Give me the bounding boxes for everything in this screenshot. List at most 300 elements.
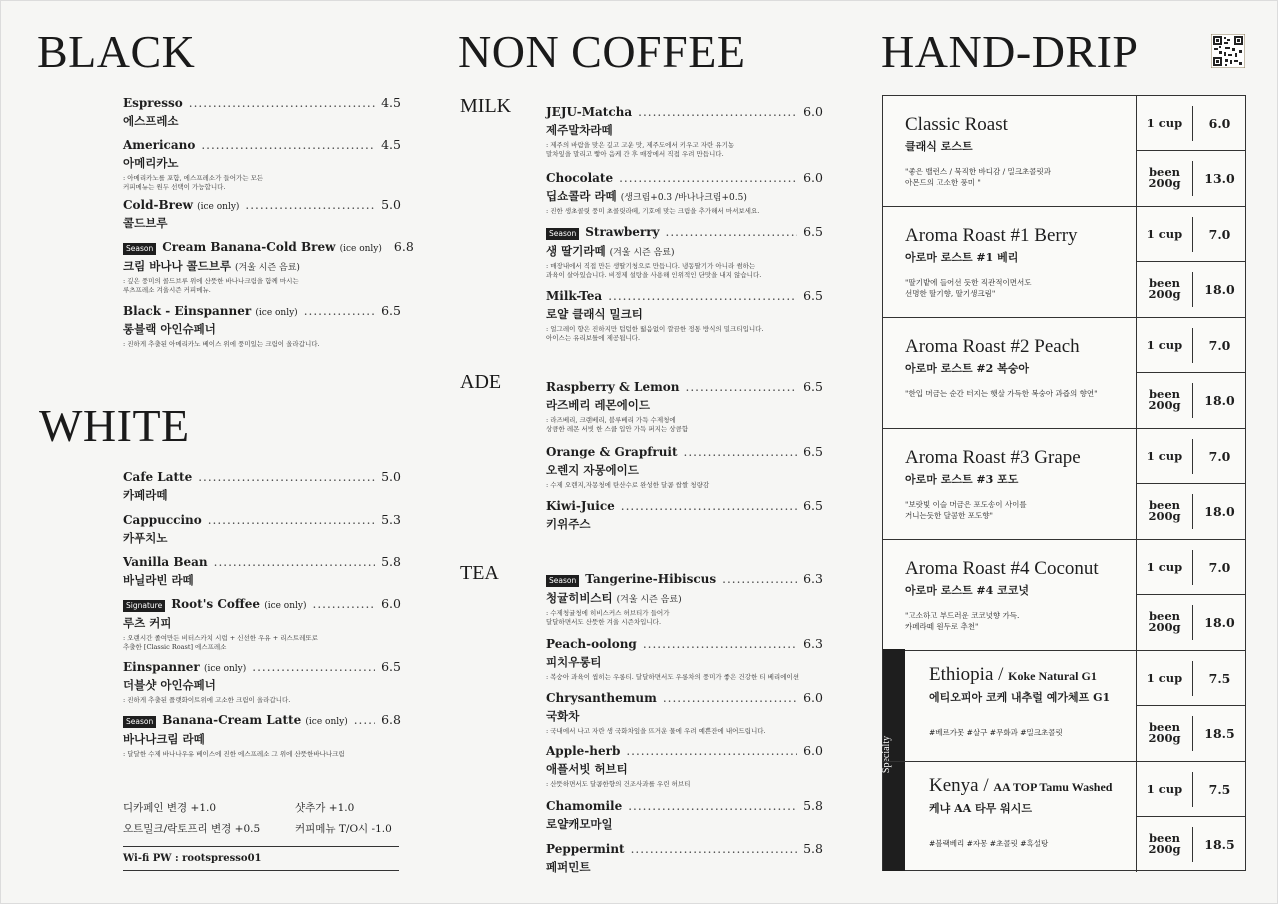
label-line: been bbox=[1148, 387, 1181, 401]
menu-item-cream-banana-cold-brew bbox=[123, 239, 414, 295]
item-korean-name bbox=[546, 188, 823, 204]
item-price: 6.5 bbox=[381, 659, 401, 674]
desc-line: : 산뜻하면서도 달콤한향의 건조사과를 우린 허브티 bbox=[546, 780, 691, 788]
item-korean-name: 루츠 커피 bbox=[123, 616, 172, 630]
item-name: Americano bbox=[123, 138, 196, 152]
coffee-variety: AA TOP Tamu Washed bbox=[993, 780, 1113, 794]
note-line: 카페라떼 원두로 추천" bbox=[905, 622, 979, 631]
coffee-korean-name: 아로마 로스트 #4 코코넛 bbox=[905, 584, 1029, 597]
item-description bbox=[546, 780, 823, 789]
note-line: 아몬드의 고소한 풍미 " bbox=[905, 178, 981, 187]
label-line: 200g bbox=[1148, 842, 1181, 856]
desc-line: : 진한 생초콜릿 풍미 초콜릿라떼, 기호에 맞는 크림을 추가해서 마셔보세요. bbox=[546, 207, 760, 215]
note-line: #블랙베리 #자몽 #초콜릿 #흑설탕 bbox=[929, 839, 1049, 848]
hand-drip-table bbox=[882, 95, 1246, 871]
option-beans bbox=[1137, 484, 1246, 539]
option-cup bbox=[1137, 318, 1246, 373]
item-name: Vanilla Bean bbox=[123, 555, 208, 569]
leader-dots bbox=[201, 138, 375, 152]
signature-badge: Signature bbox=[123, 600, 165, 612]
price-options bbox=[1136, 318, 1245, 428]
coffee-korean-name: 에티오피아 코케 내추럴 예가체프 G1 bbox=[929, 691, 1111, 704]
menu-item-raspberry-lemon bbox=[546, 379, 823, 434]
option-price: 7.0 bbox=[1208, 338, 1231, 353]
item-price: 5.0 bbox=[381, 469, 401, 484]
menu-item-chamomile bbox=[546, 798, 823, 832]
subcat-milk: MILK bbox=[460, 95, 512, 117]
menu-item-kiwi-juice bbox=[546, 498, 823, 532]
item-name: Espresso bbox=[123, 96, 183, 110]
note-line: #베르가못 #살구 #무화과 #밀크초콜릿 bbox=[929, 728, 1063, 737]
desc-line: : 달달한 수제 바나나우유 베이스에 진한 에스프레소 그 위에 산뜻한바나나크림 bbox=[123, 750, 345, 758]
note-line: "한입 머금는 순간 터지는 햇살 가득한 복숭아 과즙의 향연" bbox=[905, 389, 1098, 398]
option-price: 7.5 bbox=[1208, 782, 1231, 797]
coffee-korean-name: 클래식 로스트 bbox=[905, 140, 973, 153]
korean-note: (겨울 시즌 음료) bbox=[609, 248, 675, 258]
leader-dots bbox=[666, 225, 798, 239]
option-label: 1 cup bbox=[1146, 116, 1183, 130]
item-description bbox=[123, 174, 401, 192]
item-price: 5.3 bbox=[381, 512, 401, 527]
option-cup bbox=[1137, 207, 1246, 262]
note-line: "좋은 밸런스 / 묵직한 바디감 / 밀크초콜릿과 bbox=[905, 167, 1051, 176]
item-name bbox=[123, 198, 239, 212]
menu-item-espresso bbox=[123, 95, 401, 129]
item-korean-name: 아메리카노 bbox=[123, 156, 179, 170]
item-korean-name bbox=[123, 258, 401, 274]
option-price: 13.0 bbox=[1204, 171, 1235, 186]
item-name: Chocolate bbox=[546, 171, 614, 185]
label-line: 200g bbox=[1148, 287, 1181, 301]
option-label: 1 cup bbox=[1146, 671, 1183, 685]
option-label bbox=[1137, 389, 1192, 411]
option-price: 7.5 bbox=[1208, 671, 1231, 686]
coffee-note bbox=[929, 727, 1063, 738]
item-option: (ice only) bbox=[305, 717, 348, 727]
option-beans bbox=[1137, 706, 1246, 761]
label-line: 200g bbox=[1148, 620, 1181, 634]
item-name-text: Tangerine-Hibiscus bbox=[585, 572, 717, 586]
wifi-password: Wi-fi PW : rootspresso01 bbox=[123, 853, 262, 864]
coffee-note bbox=[905, 610, 1019, 632]
korean-note: (생크림+0.3 /바나나크림+0.5) bbox=[620, 193, 747, 203]
price-options bbox=[1136, 429, 1245, 539]
leader-dots bbox=[198, 470, 375, 484]
option-cup bbox=[1137, 429, 1246, 484]
desc-line: : 제주의 바람을 맞은 깊고 고운 맛, 제주도에서 키우고 자란 유기농 bbox=[546, 141, 735, 149]
hand-drip-ethiopia bbox=[883, 651, 1245, 762]
price-options bbox=[1136, 762, 1245, 872]
item-korean-name: 에스프레소 bbox=[123, 114, 179, 128]
menu-item-peach-oolong bbox=[546, 636, 823, 682]
item-name bbox=[123, 597, 307, 612]
leader-dots bbox=[608, 289, 797, 303]
item-korean-name: 카페라떼 bbox=[123, 488, 168, 502]
desc-line: : 얼그레이 향은 진하지만 텁텁한 떫음없이 깔끔한 정통 방식의 밀크티입니다. bbox=[546, 325, 764, 333]
leader-dots bbox=[684, 445, 798, 459]
desc-line: : 아메리카노를 포함, 에스프레소가 들어가는 모든 bbox=[123, 174, 264, 182]
item-description bbox=[546, 727, 823, 736]
label-line: been bbox=[1148, 165, 1181, 179]
item-name: Cappuccino bbox=[123, 513, 202, 527]
heading-white: WHITE bbox=[39, 400, 190, 451]
item-description bbox=[123, 696, 401, 705]
note-line: 선명한 딸기향, 딸기생크림" bbox=[905, 289, 996, 298]
item-korean-name: 롱블랙 아인슈페너 bbox=[123, 322, 216, 336]
desc-line: : 진하게 추출된 아메리카노 베이스 위에 풍미있는 크림이 올라갑니다. bbox=[123, 340, 320, 348]
item-price: 4.5 bbox=[381, 137, 401, 152]
option-label bbox=[1137, 278, 1192, 300]
menu-item-black-einspanner bbox=[123, 303, 401, 349]
item-price: 6.0 bbox=[803, 690, 823, 705]
item-description bbox=[123, 634, 401, 652]
item-name: JEJU-Matcha bbox=[546, 105, 633, 119]
item-name bbox=[123, 240, 382, 255]
item-name-text: Banana-Cream Latte bbox=[162, 713, 302, 727]
item-name: Chrysanthemum bbox=[546, 691, 657, 705]
menu-item-milk-tea bbox=[546, 288, 823, 343]
coffee-note bbox=[905, 499, 1027, 521]
desc-line: 달달하면서도 산뜻한 겨울 시즌차입니다. bbox=[546, 618, 662, 626]
menu-item-americano bbox=[123, 137, 401, 192]
item-price: 6.8 bbox=[393, 239, 414, 254]
coffee-variety: Koke Natural G1 bbox=[1008, 669, 1097, 683]
hand-drip-kenya bbox=[883, 762, 1245, 873]
option-price: 18.0 bbox=[1204, 282, 1235, 297]
qr-code-icon bbox=[1211, 34, 1245, 68]
coffee-note bbox=[905, 166, 1051, 188]
menu-item-strawberry bbox=[546, 224, 823, 280]
item-description bbox=[546, 416, 823, 434]
label-line: 200g bbox=[1148, 398, 1181, 412]
item-description bbox=[546, 262, 823, 280]
item-name: Milk-Tea bbox=[546, 289, 603, 303]
item-name bbox=[123, 713, 348, 728]
desc-line: : 매장내에서 직접 만든 생딸기청으로 만듭니다. 냉동딸기가 아니라 썸하는 bbox=[546, 262, 756, 270]
heading-hand-drip: HAND-DRIP bbox=[881, 26, 1139, 77]
leader-dots bbox=[626, 744, 797, 758]
item-option: (ice only) bbox=[339, 244, 382, 254]
option-beans bbox=[1137, 817, 1246, 872]
price-options bbox=[1136, 651, 1245, 761]
option-beans bbox=[1137, 262, 1246, 317]
item-option: (ice only) bbox=[197, 202, 240, 212]
option-price: 18.0 bbox=[1204, 615, 1235, 630]
coffee-name: Aroma Roast #1 Berry bbox=[905, 225, 1078, 246]
label-line: been bbox=[1148, 609, 1181, 623]
price-options bbox=[1136, 96, 1245, 206]
desc-line: 말차잎을 말리고 빻아 음케 간 후 매장에서 직접 우려 만듭니다. bbox=[546, 150, 724, 158]
desc-line: : 오랜시간 졸여만든 비터스카치 시럽 + 신선한 우유 + 리스트레또로 bbox=[123, 634, 318, 642]
coffee-origin: Ethiopia / bbox=[929, 664, 1004, 685]
item-korean-name: 페퍼민트 bbox=[546, 860, 591, 874]
coffee-note bbox=[905, 388, 1098, 399]
coffee-note bbox=[905, 277, 1032, 299]
menu-item-cappuccino bbox=[123, 512, 401, 546]
desc-line: 아이스는 유리보틀에 제공됩니다. bbox=[546, 334, 641, 342]
option-price: 7.0 bbox=[1208, 227, 1231, 242]
label-line: been bbox=[1148, 498, 1181, 512]
menu-item-cold-brew bbox=[123, 197, 401, 231]
divider bbox=[123, 846, 399, 847]
option-price: 18.0 bbox=[1204, 504, 1235, 519]
item-name: Peach-oolong bbox=[546, 637, 637, 651]
leader-dots bbox=[304, 304, 375, 318]
season-badge: Season bbox=[546, 575, 579, 587]
item-description bbox=[546, 207, 823, 216]
item-name-text: Root's Coffee bbox=[171, 597, 260, 611]
item-price: 6.5 bbox=[803, 224, 823, 239]
item-korean-name: 더블샷 아인슈페너 bbox=[123, 678, 216, 692]
price-options bbox=[1136, 207, 1245, 317]
leader-dots bbox=[621, 499, 797, 513]
season-badge: Season bbox=[123, 243, 156, 255]
leader-dots bbox=[638, 105, 797, 119]
note-line: 거니는듯한 달콤한 포도향" bbox=[905, 511, 993, 520]
item-option: (ice only) bbox=[203, 664, 247, 674]
desc-line: : 진하게 추출된 플랫화이트위에 고소한 크림이 올라갑니다. bbox=[123, 696, 291, 704]
item-name: Chamomile bbox=[546, 799, 623, 813]
hand-drip-classic-roast bbox=[883, 96, 1245, 207]
note-line: "보랏빛 이슬 머금은 포도송이 사이를 bbox=[905, 500, 1027, 509]
option-beans bbox=[1137, 595, 1246, 650]
item-description bbox=[546, 325, 823, 343]
hand-drip-aroma-roast-3 bbox=[883, 429, 1245, 540]
item-price: 6.5 bbox=[803, 444, 823, 459]
desc-line: : 수제 오렌지,자몽청에 탄산수로 완성한 달콤 쌉쌀 청량감 bbox=[546, 481, 710, 489]
price-options bbox=[1136, 540, 1245, 650]
item-korean-name: 로얄 클래식 밀크티 bbox=[546, 307, 643, 321]
menu-item-banana-cream-latte bbox=[123, 712, 401, 759]
korean-text: 청귤히비스티 bbox=[546, 591, 613, 605]
desc-line: : 깊은 풍미의 콜드브루 위에 산뜻한 바나나크림을 함께 마시는 bbox=[123, 277, 299, 285]
season-badge: Season bbox=[546, 228, 579, 240]
desc-line: 추출한 [Classic Roast] 에스프레소 bbox=[123, 643, 227, 651]
extra-oatmilk: 오트밀크/락토프리 변경 +0.5 bbox=[123, 823, 261, 835]
season-badge: Season bbox=[123, 716, 156, 728]
option-label bbox=[1137, 611, 1192, 633]
note-line: "고소하고 부드러운 코코넛향 가득. bbox=[905, 611, 1020, 620]
label-line: 200g bbox=[1148, 509, 1181, 523]
option-beans bbox=[1137, 373, 1246, 428]
item-korean-name: 국화차 bbox=[546, 709, 580, 723]
item-price: 6.0 bbox=[803, 170, 823, 185]
leader-dots bbox=[189, 96, 375, 110]
label-line: been bbox=[1148, 276, 1181, 290]
option-label: 1 cup bbox=[1146, 449, 1183, 463]
item-name: Kiwi-Juice bbox=[546, 499, 615, 513]
item-korean-name: 오렌지 자몽에이드 bbox=[546, 463, 639, 477]
coffee-name: Aroma Roast #3 Grape bbox=[905, 447, 1081, 468]
coffee-korean-name: 아로마 로스트 #2 복숭아 bbox=[905, 362, 1029, 375]
hand-drip-aroma-roast-4 bbox=[883, 540, 1245, 651]
option-cup bbox=[1137, 762, 1246, 817]
option-beans bbox=[1137, 151, 1246, 206]
heading-non-coffee: NON COFFEE bbox=[458, 26, 746, 77]
item-price: 6.0 bbox=[803, 104, 823, 119]
korean-text: 크림 바나나 콜드브루 bbox=[123, 259, 231, 273]
item-korean-name: 피치우롱티 bbox=[546, 655, 602, 669]
option-label bbox=[1137, 167, 1192, 189]
item-price: 6.3 bbox=[803, 636, 823, 651]
korean-text: 딥쇼콜라 라떼 bbox=[546, 189, 617, 203]
desc-line: : 복숭아 과육이 씹히는 우롱티. 달달하면서도 우롱차의 풍미가 좋은 건강한 티 베리에이션 bbox=[546, 673, 800, 681]
menu-item-jeju-matcha bbox=[546, 104, 823, 159]
item-price: 6.0 bbox=[381, 596, 401, 611]
item-price: 5.8 bbox=[803, 841, 823, 856]
hand-drip-aroma-roast-1 bbox=[883, 207, 1245, 318]
subcat-tea: TEA bbox=[460, 562, 499, 584]
coffee-name: Classic Roast bbox=[905, 114, 1008, 135]
option-price: 7.0 bbox=[1208, 449, 1231, 464]
menu-item-peppermint bbox=[546, 841, 823, 875]
item-description bbox=[123, 750, 401, 759]
leader-dots bbox=[619, 171, 797, 185]
option-price: 18.5 bbox=[1204, 726, 1235, 741]
item-name: Peppermint bbox=[546, 842, 625, 856]
specialty-label: Specialty bbox=[881, 735, 893, 774]
leader-dots bbox=[628, 799, 797, 813]
leader-dots bbox=[354, 713, 375, 727]
coffee-name: Aroma Roast #4 Coconut bbox=[905, 558, 1099, 579]
hand-drip-aroma-roast-2 bbox=[883, 318, 1245, 429]
desc-line: : 라즈베리, 크랜베리, 블루베리 가득 수제청에 bbox=[546, 416, 676, 424]
item-name: Cafe Latte bbox=[123, 470, 193, 484]
option-label: 1 cup bbox=[1146, 338, 1183, 352]
item-price: 6.5 bbox=[803, 288, 823, 303]
korean-note: (겨울 시즌 음료) bbox=[235, 263, 300, 273]
item-name: Raspberry & Lemon bbox=[546, 380, 680, 394]
label-line: 200g bbox=[1148, 731, 1181, 745]
leader-dots bbox=[245, 198, 375, 212]
item-price: 6.5 bbox=[803, 379, 823, 394]
item-name bbox=[123, 660, 246, 674]
item-price: 6.3 bbox=[803, 571, 823, 586]
option-label: 1 cup bbox=[1146, 560, 1183, 574]
extra-takeout: 커피메뉴 T/O시 -1.0 bbox=[295, 823, 392, 835]
label-line: 200g bbox=[1148, 176, 1181, 190]
coffee-korean-name: 아로마 로스트 #1 베리 bbox=[905, 251, 1019, 264]
leader-dots bbox=[663, 691, 797, 705]
menu-item-vanilla-bean bbox=[123, 554, 401, 588]
item-name: Apple-herb bbox=[546, 744, 621, 758]
option-price: 6.0 bbox=[1208, 116, 1231, 131]
heading-black: BLACK bbox=[37, 26, 196, 77]
item-korean-name: 바나나크림 라떼 bbox=[123, 732, 205, 746]
menu-item-roots-coffee bbox=[123, 596, 401, 652]
divider bbox=[123, 870, 399, 871]
subcat-ade: ADE bbox=[460, 371, 502, 393]
option-price: 18.0 bbox=[1204, 393, 1235, 408]
item-name-text: Black - Einspanner bbox=[123, 304, 252, 318]
item-price: 5.0 bbox=[381, 197, 401, 212]
item-korean-name: 애플서빗 허브티 bbox=[546, 762, 628, 776]
item-price: 4.5 bbox=[381, 95, 401, 110]
coffee-korean-name: 케냐 AA 타무 워시드 bbox=[929, 802, 1032, 815]
leader-dots bbox=[313, 597, 376, 611]
option-price: 18.5 bbox=[1204, 837, 1235, 852]
korean-note: (겨울 시즌 음료) bbox=[616, 595, 682, 605]
extra-shot: 샷추가 +1.0 bbox=[295, 802, 355, 814]
item-description bbox=[123, 277, 401, 295]
coffee-korean-name: 아로마 로스트 #3 포도 bbox=[905, 473, 1019, 486]
coffee-note bbox=[929, 838, 1048, 849]
desc-line: : 국내에서 나고 자란 생 국화차잎을 뜨거운 물에 우려 예쁜잔에 내어드립니다. bbox=[546, 727, 766, 735]
coffee-origin: Kenya / bbox=[929, 775, 989, 796]
menu-item-tangerine-hibiscus bbox=[546, 571, 823, 627]
leader-dots bbox=[631, 842, 798, 856]
item-price: 6.5 bbox=[381, 303, 401, 318]
item-price: 6.0 bbox=[803, 743, 823, 758]
item-description bbox=[123, 340, 401, 349]
menu-item-orange-grapefruit bbox=[546, 444, 823, 490]
item-name-text: Cream Banana-Cold Brew bbox=[162, 240, 336, 254]
coffee-name bbox=[929, 664, 1097, 686]
option-label: 1 cup bbox=[1146, 782, 1183, 796]
item-price: 6.8 bbox=[381, 712, 401, 727]
item-korean-name: 제주말차라떼 bbox=[546, 123, 613, 137]
item-name: Orange & Grapfruit bbox=[546, 445, 678, 459]
korean-text: 생 딸기라떼 bbox=[546, 244, 606, 258]
label-line: been bbox=[1148, 720, 1181, 734]
leader-dots bbox=[686, 380, 798, 394]
item-korean-name bbox=[546, 243, 823, 259]
item-korean-name: 바닐라빈 라떼 bbox=[123, 573, 194, 587]
desc-line: 커피메뉴는 원두 선택이 가능합니다. bbox=[123, 183, 226, 191]
item-korean-name: 로얄캐모마일 bbox=[546, 817, 613, 831]
desc-line: : 수제청귤청에 히비스커스 허브티가 들어가 bbox=[546, 609, 670, 617]
menu-item-cafe-latte bbox=[123, 469, 401, 503]
item-korean-name: 카푸치노 bbox=[123, 531, 168, 545]
extra-decaf: 디카페인 변경 +1.0 bbox=[123, 802, 217, 814]
menu-item-chrysanthemum bbox=[546, 690, 823, 736]
leader-dots bbox=[252, 660, 375, 674]
option-label bbox=[1137, 833, 1192, 855]
coffee-name: Aroma Roast #2 Peach bbox=[905, 336, 1080, 357]
item-price: 6.5 bbox=[803, 498, 823, 513]
item-name bbox=[546, 225, 660, 240]
coffee-name bbox=[929, 775, 1112, 797]
option-label: 1 cup bbox=[1146, 227, 1183, 241]
leader-dots bbox=[214, 555, 375, 569]
desc-line: 상큼한 레몬 서빗 한 스쿱 입안 가득 퍼지는 상큼함 bbox=[546, 425, 689, 433]
leader-dots bbox=[208, 513, 375, 527]
item-description bbox=[546, 141, 823, 159]
item-name-text: Strawberry bbox=[585, 225, 660, 239]
item-name-text: Einspanner bbox=[123, 660, 200, 674]
option-label bbox=[1137, 722, 1192, 744]
label-line: been bbox=[1148, 831, 1181, 845]
desc-line: 루츠프레소 겨울시즌 커피메뉴. bbox=[123, 286, 211, 294]
option-cup bbox=[1137, 96, 1246, 151]
item-option: (ice only) bbox=[255, 308, 298, 318]
leader-dots bbox=[643, 637, 797, 651]
option-cup bbox=[1137, 540, 1246, 595]
menu-item-einspanner bbox=[123, 659, 401, 705]
item-name-text: Cold-Brew bbox=[123, 198, 193, 212]
item-description bbox=[546, 481, 823, 490]
menu-item-chocolate bbox=[546, 170, 823, 216]
item-name bbox=[546, 572, 716, 587]
option-label bbox=[1137, 500, 1192, 522]
item-description bbox=[546, 673, 823, 682]
option-cup bbox=[1137, 651, 1246, 706]
item-korean-name: 콜드브루 bbox=[123, 216, 168, 230]
leader-dots bbox=[722, 572, 797, 586]
item-korean-name bbox=[546, 590, 823, 606]
item-price: 5.8 bbox=[803, 798, 823, 813]
item-description bbox=[546, 609, 823, 627]
